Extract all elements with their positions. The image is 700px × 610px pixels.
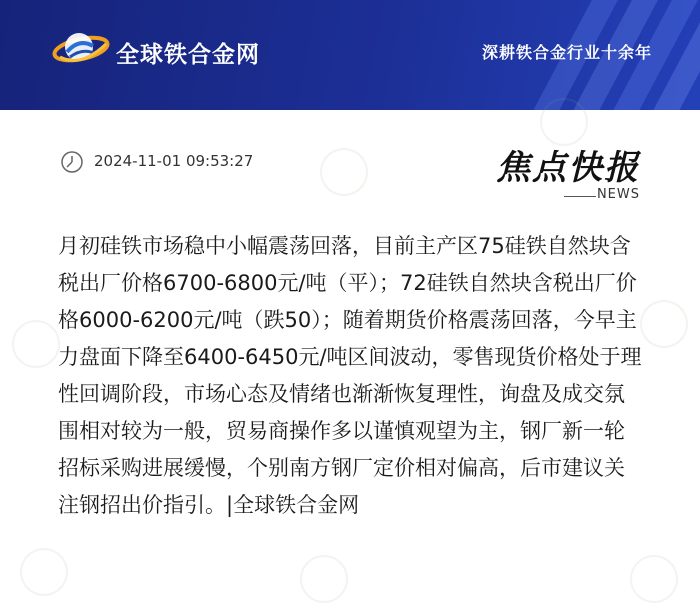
news-label: NEWS (596, 187, 640, 202)
watermark-icon (12, 320, 60, 368)
watermark-icon (630, 555, 678, 603)
article-body: 月初硅铁市场稳中小幅震荡回落，目前主产区75硅铁自然块含税出厂价格6700-6800元/吨（平）；72硅铁自然块含税出厂价格6000-6200元/吨（跌50）；随着期货价格震荡回落，今早主力盘面下降至6400-6450元/吨区间波动，零售现货价格处于理性回调阶段，市场心态及情绪也渐渐恢复理性，询盘及成交氛围相对较为一般，贸易商操作多以谨慎观望为主，钢厂新一轮招标采购进展缓慢，个别南方钢厂定价相对偏高，后市建议关注钢招出价指引。|全球铁合金网 (58, 234, 642, 517)
clock-icon (60, 150, 84, 174)
watermark-icon (640, 300, 688, 348)
section-title: 焦点快报 (496, 148, 640, 188)
header-banner (0, 0, 700, 110)
brand-name: 全球铁合金网 (116, 42, 260, 68)
watermark-icon (300, 555, 348, 603)
watermark-icon (540, 98, 588, 146)
watermark-icon (320, 148, 368, 196)
watermark-icon (20, 548, 68, 596)
news-divider (564, 196, 596, 197)
header-slogan: 深耕铁合金行业十余年 (481, 43, 652, 62)
globe-swirl-logo-icon (52, 24, 110, 74)
publish-datetime: 2024-11-01 09:53:27 (94, 152, 254, 170)
